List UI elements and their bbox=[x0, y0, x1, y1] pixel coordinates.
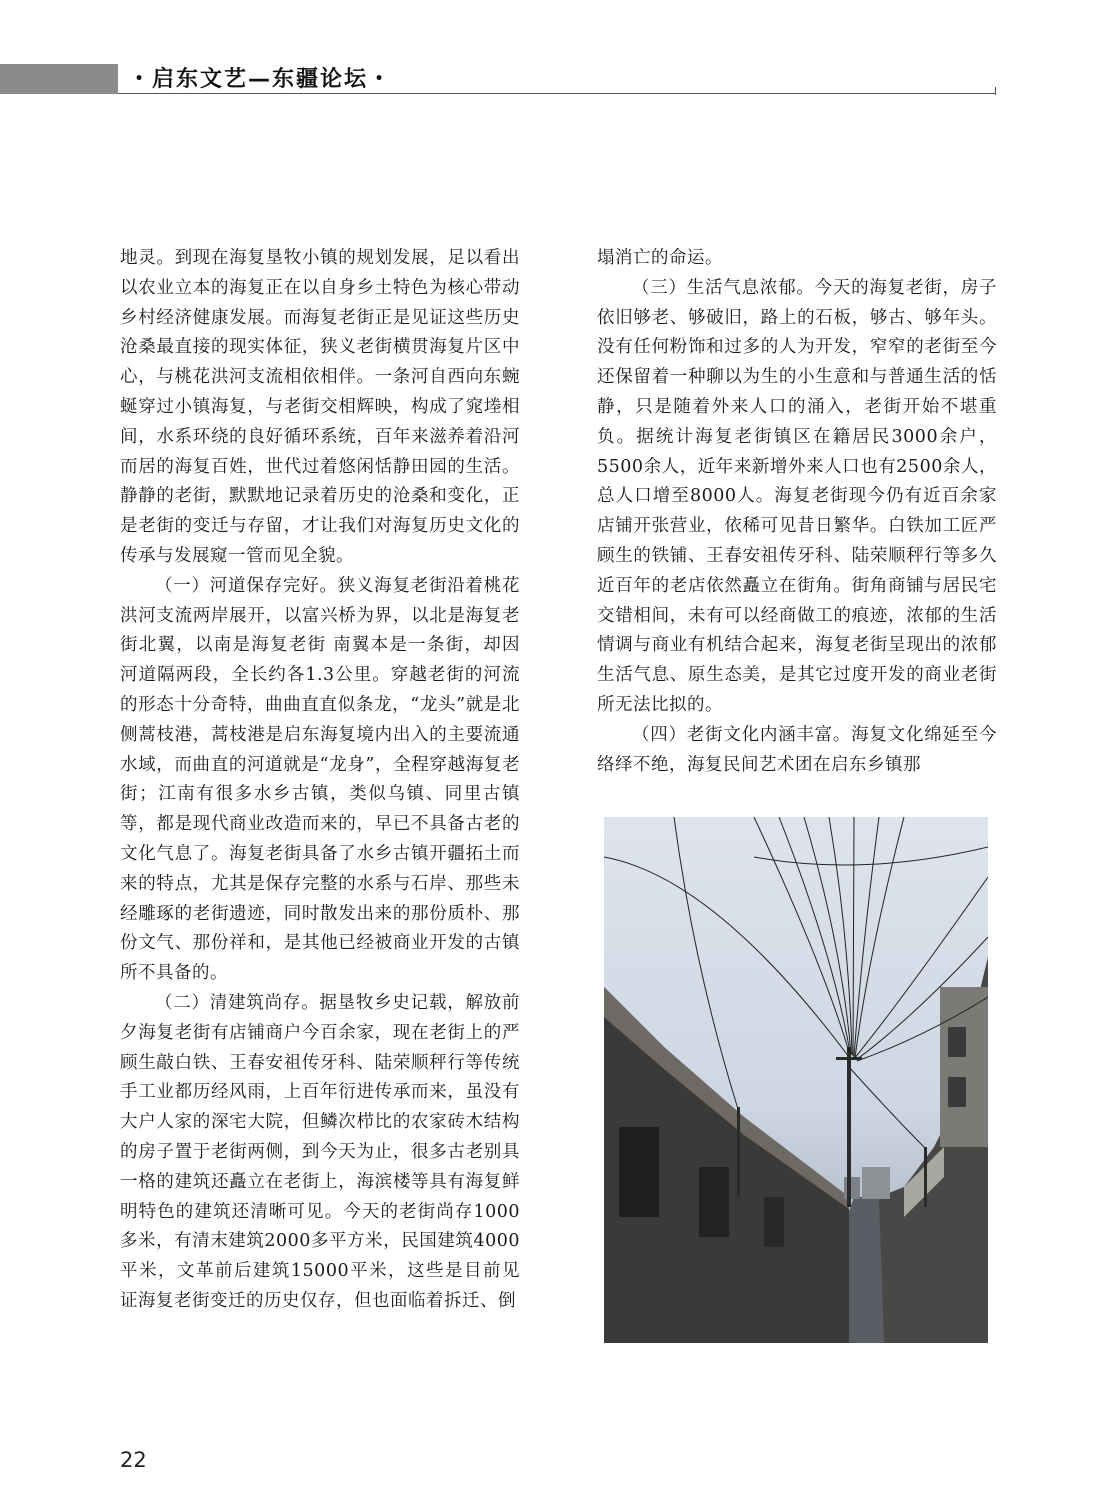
paragraph: （二）清建筑尚存。据垦牧乡史记载，解放前夕海复老街有店铺商户今百余家，现在老街上的严顾生敲白铁、王春安祖传牙科、陆荣顺秤行等传统手工业都历经风雨，上百年衍进传承而来，虽没有大户人家的深宅大院，但鳞次栉比的农家砖木结构的房子置于老街两侧，到今天为止，很多古老别具一格的建筑还矗立在老街上，海滨楼等具有海复鲜明特色的建筑还清晰可见。今天的老街尚存1000多米，有清末建筑2000多平方米，民国建筑4000平米，文革前后建筑15000平米，这些是目前见证海复老街变迁的历史仅存，但也面临着拆迁、倒 bbox=[120, 992, 520, 1311]
old-street-photo bbox=[604, 817, 988, 1343]
header-title: ・启东文艺—东疆论坛・ bbox=[128, 67, 393, 92]
right-column bbox=[597, 244, 997, 780]
header-rule-tick bbox=[995, 87, 996, 95]
page-number: 22 bbox=[120, 1448, 147, 1472]
paragraph: 塌消亡的命运。 bbox=[597, 248, 723, 268]
header-rule bbox=[118, 93, 996, 94]
paragraph: 地灵。到现在海复垦牧小镇的规划发展，足以看出以农业立本的海复正在以自身乡土特色为核心带动乡村经济健康发展。而海复老街正是见证这些历史沧桑最直接的现实体征，狭义老街横贯海复片区中心，与桃花洪河支流相依相伴。一条河自西向东蜿蜒穿过小镇海复，与老街交相辉映，构成了窕堘相间，水系环绕的良好循环系统，百年来滋养着沿河而居的海复百姓，世代过着悠闲恬静田园的生活。静静的老街，默默地记录着历史的沧桑和变化，正是老街的变迁与存留，才让我们对海复历史文化的传承与发展窥一管而见全貌。 bbox=[120, 248, 520, 566]
paragraph: （三）生活气息浓郁。今天的海复老街，房子依旧够老、够破旧，路上的石板，够古、够年头。没有任何粉饰和过多的人为开发，窄窄的老街至今还保留着一种聊以为生的小生意和与普通生活的恬静，只是随着外来人口的涌入，老街开始不堪重负。据统计海复老街镇区在籍居民3000余户，5500余人，近年来新增外来人口也有2500余人，总人口增至8000人。海复老街现今仍有近百余家店铺开张营业，依稀可见昔日繁华。白铁加工匠严顾生的铁铺、王春安祖传牙科、陆荣顺秤行等多久近百年的老店依然矗立在街角。街角商铺与居民宅交错相间，未有可以经商做工的痕迹，浓郁的生活情调与商业有机结合起来，海复老街呈现出的浓郁生活气息、原生态美，是其它过度开发的商业老街所无法比拟的。 bbox=[597, 277, 997, 715]
paragraph: （四）老街文化内涵丰富。海复文化绵延至今络绎不绝，海复民间艺术团在启东乡镇那 bbox=[597, 724, 997, 775]
header-bar bbox=[0, 64, 118, 94]
paragraph: （一）河道保存完好。狭义海复老街沿着桃花洪河支流两岸展开，以富兴桥为界，以北是海复老街北翼，以南是海复老街 南翼本是一条街，却因河道隔两段，全长约各1.3公里。穿越老街的河流的形态十分奇特，曲曲直直似条龙，“龙头”就是北侧蒿枝港，蒿枝港是启东海复境内出入的主要流通水域，而曲直的河道就是“龙身”，全程穿越海复老街；江南有很多水乡古镇，类似乌镇、同里古镇等，都是现代商业改造而来的，早已不具备古老的文化气息了。海复老街具备了水乡古镇开疆拓土而来的特点，尤其是保存完整的水系与石岸、那些未经雕琢的老街遗迹，同时散发出来的那份质朴、那份文气、那份祥和，是其他已经被商业开发的古镇所不具备的。 bbox=[120, 575, 520, 984]
left-column bbox=[120, 244, 520, 1317]
